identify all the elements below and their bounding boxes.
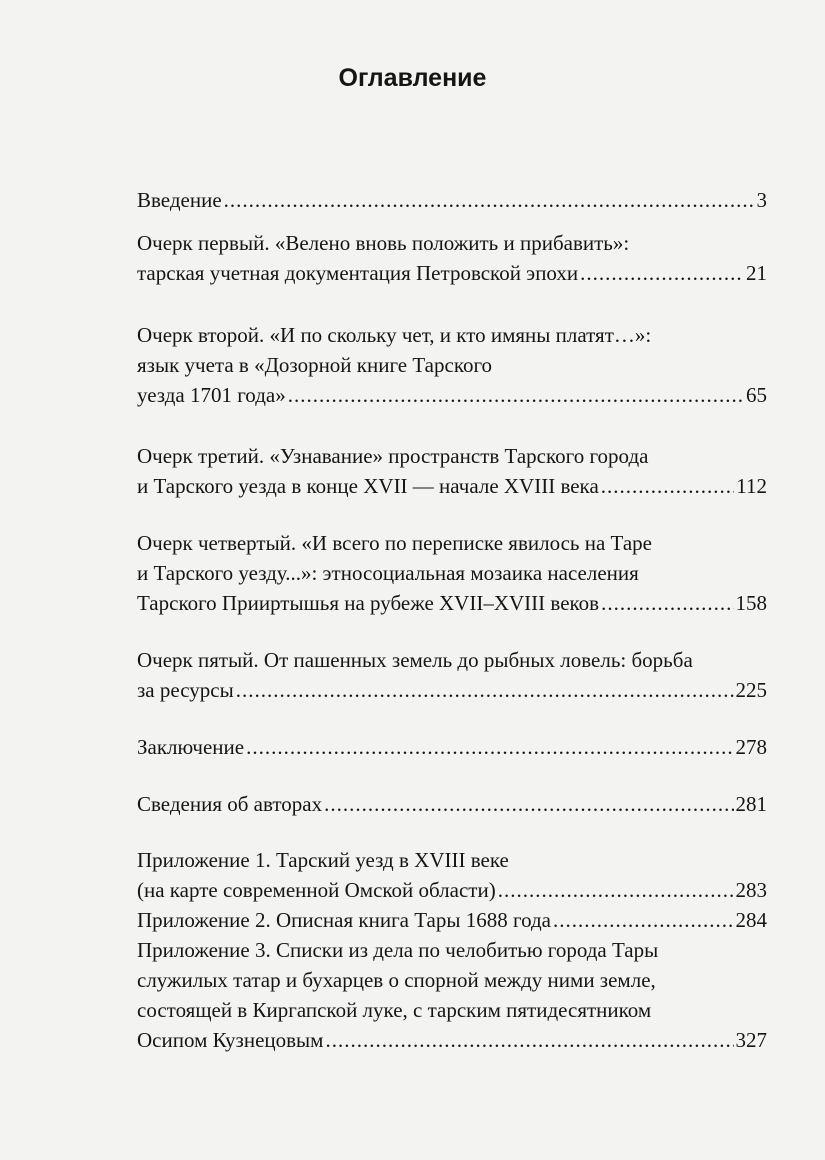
page-number: 278 xyxy=(735,735,767,759)
page-number: 284 xyxy=(735,908,767,932)
toc-entry-line: язык учета в «Дозорной книге Тарского xyxy=(137,353,493,377)
toc-entry-last-line xyxy=(137,675,767,705)
toc-entry-line: Осипом Кузнецовым xyxy=(137,1028,324,1052)
dot-leader xyxy=(553,905,734,935)
toc-entry-last-line xyxy=(137,875,767,905)
toc-entry-line: Очерк третий. «Узнавание» пространств Тарского города xyxy=(137,444,649,468)
dot-leader xyxy=(498,875,734,905)
toc-entry-line: служилых татар и бухарцев о спорной между ними земле, xyxy=(137,968,656,992)
toc-entry xyxy=(137,732,767,762)
page-number: 112 xyxy=(736,474,767,498)
toc-entry-last-line xyxy=(137,1025,767,1055)
toc-entry-line: Приложение 1. Тарский уезд в XVIII веке xyxy=(137,848,509,872)
dot-leader xyxy=(580,258,744,288)
toc-entry-line: за ресурсы xyxy=(137,678,234,702)
page-number: 65 xyxy=(746,383,767,407)
toc-entry xyxy=(137,528,767,618)
page-number: 225 xyxy=(735,678,767,702)
toc-entry xyxy=(137,228,767,288)
toc-entry-last-line xyxy=(137,185,767,215)
dot-leader xyxy=(325,1025,733,1055)
dot-leader xyxy=(236,675,734,705)
toc-entry-last-line xyxy=(137,258,767,288)
toc-entry-line: Тарского Прииртышья на рубеже XVII–XVIII веков xyxy=(137,591,600,615)
page-number: 327 xyxy=(735,1028,767,1052)
toc-entry xyxy=(137,905,767,935)
toc-entry-line: и Тарского уезду...»: этносоциальная мозаика населения xyxy=(137,561,639,585)
page-number: 21 xyxy=(746,261,767,285)
toc-entry-line: состоящей в Киргапской луке, с тарским пятидесятником xyxy=(137,998,652,1022)
page-title: Оглавление xyxy=(338,64,487,92)
toc-entry xyxy=(137,320,767,410)
toc-entry xyxy=(137,935,767,1055)
toc-entry-line: Сведения об авторах xyxy=(137,792,323,816)
toc-entry-line: Очерк первый. «Велено вновь положить и прибавить»: xyxy=(137,231,630,255)
dot-leader xyxy=(324,789,733,819)
toc-entry-line: Приложение 3. Списки из дела по челобитью города Тары xyxy=(137,938,659,962)
dot-leader xyxy=(246,732,733,762)
toc-entry xyxy=(137,789,767,819)
toc-entry xyxy=(137,185,767,215)
dot-leader xyxy=(601,471,735,501)
dot-leader xyxy=(288,380,744,410)
page-number: 283 xyxy=(735,878,767,902)
toc-entry-last-line xyxy=(137,588,767,618)
toc-entry xyxy=(137,845,767,905)
toc-entry-line: тарская учетная документация Петровской эпохи xyxy=(137,261,579,285)
toc-entry-line: Очерк второй. «И по скольку чет, и кто имяны платят…»: xyxy=(137,323,652,347)
toc-entry xyxy=(137,441,767,501)
dot-leader xyxy=(601,588,733,618)
toc-entry-line: уезда 1701 года» xyxy=(137,383,286,407)
toc-entry-last-line xyxy=(137,471,767,501)
toc-entry-line: Введение xyxy=(137,188,222,212)
toc-entry-line: (на карте современной Омской области) xyxy=(137,878,496,902)
toc-entry-last-line xyxy=(137,732,767,762)
toc-entry-line: и Тарского уезда в конце XVII — начале XVIII века xyxy=(137,474,599,498)
toc-entry-last-line xyxy=(137,380,767,410)
page-number: 281 xyxy=(735,792,767,816)
dot-leader xyxy=(224,185,755,215)
toc-entry-line: Очерк пятый. От пашенных земель до рыбных ловель: борьба xyxy=(137,648,693,672)
page-number: 158 xyxy=(735,591,767,615)
page-number: 3 xyxy=(756,188,767,212)
toc-entry-line: Приложение 2. Описная книга Тары 1688 года xyxy=(137,908,551,932)
toc-entry xyxy=(137,645,767,705)
toc-entry-line: Очерк четвертый. «И всего по переписке явилось на Таре xyxy=(137,531,653,555)
toc-entry-line: Заключение xyxy=(137,735,245,759)
toc-entry-last-line xyxy=(137,905,767,935)
toc-entry-last-line xyxy=(137,789,767,819)
